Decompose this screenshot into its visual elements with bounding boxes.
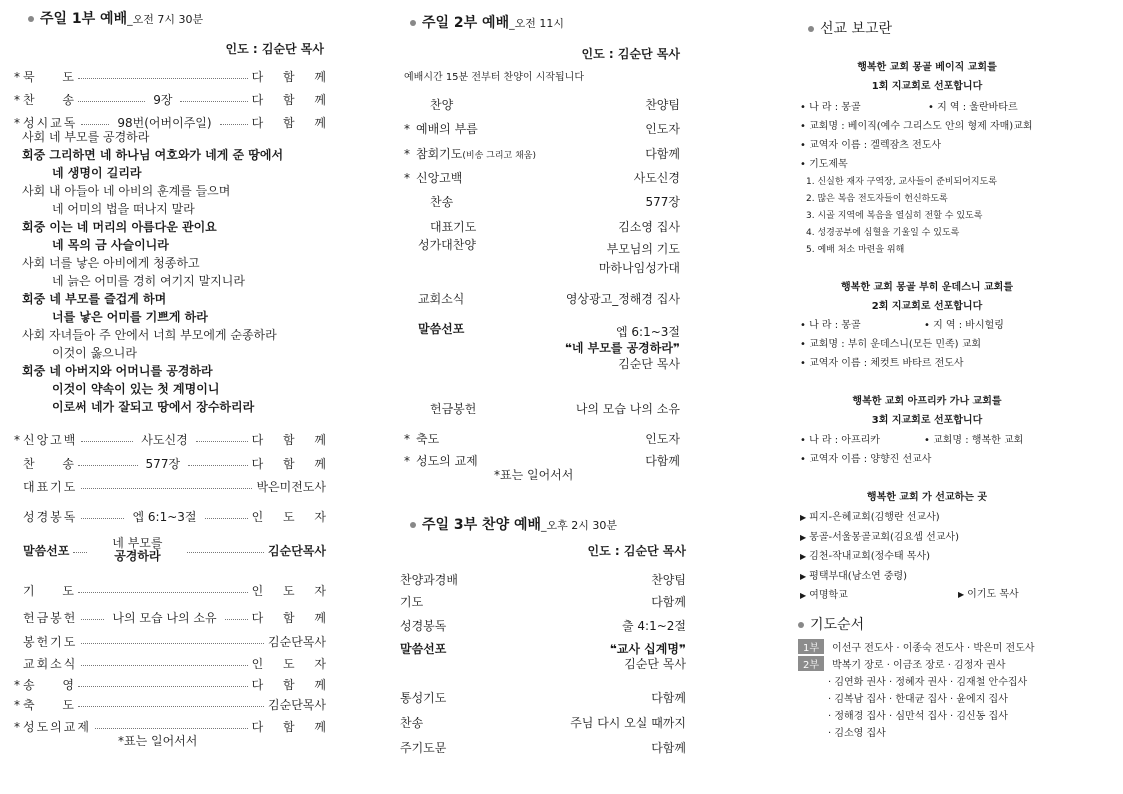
prayer-order-line: · 정해경 집사 · 심만석 집사 · 김신동 집사 (828, 711, 1008, 722)
mission-1-heading: 행복한 교회 몽골 베이직 교회를 (857, 62, 997, 73)
order-row (14, 478, 326, 495)
order-value: 인도자 (645, 432, 680, 446)
prayer-order-line: · 김연화 권사 · 정혜자 권사 · 김재철 안수집사 (828, 677, 1028, 688)
order-row (14, 582, 326, 599)
order-label: 신앙고백 (23, 433, 78, 447)
order-value: 다 함 께 (251, 433, 326, 447)
service-2-notice: 예배시간 15분 전부터 찬양이 시작됩니다 (404, 72, 584, 83)
triangle-right-icon: ▶ (800, 552, 807, 561)
order-value: 인도자 (645, 122, 680, 136)
order-label: 통성기도 (400, 691, 447, 705)
mission-column (798, 0, 1083, 794)
order-row (14, 508, 326, 525)
order-label: 찬양과경배 (400, 573, 458, 587)
mission-2-region: • 지 역 : 바시헐링 (924, 320, 1004, 331)
order-value: 나의 모습 나의 소유 (575, 402, 680, 416)
sermon-label: 말씀선포 (23, 543, 70, 558)
mission-1-prayer-item: 1. 신실한 재자 구역장, 교사들이 준비되어지도록 (806, 177, 997, 187)
star-marker: * (14, 697, 20, 712)
mission-1-prayer-item: 3. 시골 지역에 복음을 열심히 전할 수 있도록 (806, 211, 983, 221)
service-2-leader: 인도 : 김순단 목사 (581, 47, 680, 61)
mission-1-region: • 지 역 : 울란바타르 (928, 102, 1018, 113)
triangle-right-icon: ▶ (800, 532, 807, 542)
order-label: 봉헌기도 (23, 635, 78, 649)
order-label: * 예배의 부름 (404, 122, 478, 136)
order-label: 주기도문 (400, 741, 447, 755)
order-value: 다함께 (645, 454, 680, 468)
order-value: 다 함 께 (251, 720, 326, 734)
mission-1-prayer-item: 2. 많은 복음 전도자들이 헌신하도록 (806, 194, 948, 204)
star-marker: * (404, 432, 410, 446)
order-label: 송 영 (23, 678, 74, 692)
star-marker: * (14, 115, 20, 130)
order-label: 기 도 (23, 584, 74, 598)
responsive-reading-line: 네 목의 금 사슬이니라 (52, 238, 169, 252)
mission-3-country: • 나 라 : 아프리카 (800, 435, 880, 446)
support-heading: 행복한 교회 가 선교하는 곳 (866, 492, 988, 503)
order-value: 다 함 께 (251, 611, 326, 625)
responsive-reading-line: 회중 이는 네 머리의 아름다운 관이요 (22, 220, 217, 234)
order-value: 다 함 께 (251, 116, 326, 130)
order-detail: 나의 모습 나의 소유 (108, 609, 220, 626)
mission-3-church: • 교회명 : 행복한 교회 (924, 435, 1024, 446)
service-3-leader: 인도 : 김순단 목사 (587, 544, 686, 558)
responsive-reading-line: 사회 자녀들아 주 안에서 너희 부모에게 순종하라 (22, 328, 277, 342)
star-marker: * (14, 69, 20, 84)
order-value: 김순단목사 (268, 635, 326, 649)
order-row (14, 431, 326, 448)
order-value: 인 도 자 (251, 584, 326, 598)
order-label: 찬송 (430, 195, 454, 209)
order-value: 다함께 (651, 691, 686, 705)
mission-2-pastor: • 교역자 이름 : 체컷트 바타르 전도사 (800, 358, 964, 369)
order-label: 대표기도 (430, 220, 477, 234)
order-label: 헌금봉헌 (23, 611, 78, 625)
order-label: 찬 송 (23, 93, 74, 107)
service-3-title: 주일 3부 찬양 예배_오후 2시 30분 (410, 514, 617, 534)
order-label: 대표기도 (23, 480, 78, 494)
support-item: ▶ 여명학교 (800, 590, 848, 601)
prayer-order-2: 2부 박복기 장로 · 이금조 장로 · 김정자 권사 (798, 656, 1006, 671)
order-label: 찬양 (430, 98, 454, 112)
bullet-icon (410, 522, 416, 528)
sermon-title: ❝네 부모를 공경하라❞ (564, 341, 680, 355)
support-item: ▶ 몽골-서울몽골교회(김요셉 선교사) (800, 531, 959, 543)
service-2-title: 주일 2부 예배_오전 11시 (410, 12, 564, 32)
order-value: 인 도 자 (251, 657, 326, 671)
bullet-icon (410, 20, 416, 26)
order-label: * 축도 (404, 432, 440, 446)
mission-2-country: • 나 라 : 몽골 (800, 320, 861, 331)
mission-1-prayer-heading: • 기도제목 (800, 159, 848, 170)
order-label: 찬송 (400, 716, 424, 730)
order-row (14, 68, 326, 85)
responsive-reading-line: 회중 그리하면 네 하나님 여호와가 네게 준 땅에서 (22, 148, 284, 162)
order-label: 성시교독 (23, 116, 78, 130)
star-marker: * (14, 432, 20, 447)
mission-2-church: • 교회명 : 부히 운데스니(모든 민족) 교회 (800, 339, 982, 350)
responsive-reading-line: 사회 내 아들아 네 아비의 훈계를 들으며 (22, 184, 231, 198)
triangle-right-icon: ▶ (800, 591, 807, 600)
support-item: ▶ 피지-은혜교회(김행란 선교사) (800, 512, 940, 523)
responsive-reading-line: 이로써 네가 잘되고 땅에서 장수하리라 (52, 400, 255, 414)
order-value: 찬양팀 (645, 98, 680, 112)
responsive-reading-line: 네 생명이 길리라 (52, 166, 142, 180)
responsive-reading-line: 이것이 옳으니라 (52, 346, 137, 360)
order-detail: 98번(어버이주일) (113, 114, 215, 131)
star-marker: * (404, 171, 410, 185)
mission-3-subheading: 3회 지교회로 선포합니다 (871, 415, 983, 426)
bullet-icon (28, 16, 34, 22)
order-value: 다함께 (651, 741, 686, 755)
bullet-icon (798, 622, 804, 628)
service-1-leader: 인도 : 김순단 목사 (225, 42, 324, 56)
order-value: 인 도 자 (251, 510, 327, 524)
support-item: ▶ 평택부대(남소연 중령) (800, 570, 908, 582)
choir-song: 부모님의 기도 (606, 242, 680, 256)
service-2-footnote: *표는 일어서서 (494, 468, 574, 482)
mission-3-pastor: • 교역자 이름 : 양향진 선교사 (800, 454, 932, 465)
triangle-right-icon: ▶ (800, 571, 807, 581)
support-extra: ▶ 이기도 목사 (958, 589, 1019, 600)
responsive-reading-line: 이것이 약속이 있는 첫 계명이니 (52, 382, 220, 396)
choir-label: 성가대찬양 (418, 238, 476, 252)
order-label: * 참회기도(비송 그리고 채움) (404, 147, 536, 161)
sermon-ref: 엡 6:1~3절 (615, 325, 680, 339)
order-label: 찬 송 (23, 457, 74, 471)
service-1-column (14, 0, 326, 794)
support-item: ▶ 김천-작내교회(정수태 목사) (800, 551, 931, 562)
order-label: * 신앙고백 (404, 171, 463, 185)
order-label: 묵 도 (23, 70, 74, 84)
prayer-order-title: 기도순서 (798, 614, 864, 634)
badge-1: 1부 (798, 639, 824, 654)
service-1-footnote: *표는 일어서서 (118, 734, 198, 748)
sermon-title: 네 부모를 공경하라 (112, 536, 163, 563)
mission-1-prayer-item: 5. 예배 처소 마련을 위해 (806, 245, 905, 255)
order-label: 성경봉독 (23, 510, 78, 524)
choir-group: 마하나임성가대 (598, 261, 680, 275)
order-value: 사도신경 (633, 171, 680, 185)
order-detail: 엡 6:1~3절 (128, 508, 200, 525)
order-value: 주님 다시 오실 때까지 (570, 716, 686, 730)
order-label: 성도의교제 (23, 720, 91, 734)
order-label: 기도 (400, 595, 424, 609)
order-row (14, 455, 326, 472)
order-value: 다 함 께 (251, 93, 327, 107)
order-label: 헌금봉헌 (430, 402, 477, 416)
mission-1-subheading: 1회 지교회로 선포합니다 (871, 81, 983, 92)
triangle-right-icon: ▶ (958, 590, 965, 599)
responsive-reading-line: 네 늙은 어미를 경히 여기지 말지니라 (52, 274, 245, 288)
responsive-reading-line: 네 어미의 법을 떠나지 말라 (52, 202, 195, 216)
order-label: * 성도의 교제 (404, 454, 478, 468)
sermon-3-title: ❝교사 십계명❞ (609, 642, 686, 656)
prayer-order-line: · 김복남 집사 · 한대균 집사 · 윤에지 집사 (828, 694, 1008, 705)
bullet-icon (808, 26, 814, 32)
mission-report-title: 선교 보고란 (808, 18, 892, 38)
order-label: 성경봉독 (400, 619, 447, 633)
responsive-reading-line: 사회 네 부모를 공경하라 (22, 130, 150, 144)
order-detail: 9장 (149, 91, 176, 108)
order-value: 다 함 께 (251, 70, 326, 84)
order-row (14, 633, 326, 650)
responsive-reading-line: 너를 낳은 어미를 기쁘게 하라 (52, 310, 208, 324)
responsive-reading-line: 회중 네 부모를 즐겁게 하며 (22, 292, 167, 306)
triangle-right-icon: ▶ (800, 513, 807, 522)
mission-1-prayer-item: 4. 성경공부에 심혈을 기울일 수 있도록 (806, 228, 960, 238)
prayer-order-line: · 김소영 집사 (828, 728, 886, 739)
order-value: 577장 (645, 195, 680, 209)
mission-1-pastor: • 교역자 이름 : 겔렉잠츠 전도사 (800, 140, 942, 151)
sermon-3-preacher: 김순단 목사 (624, 657, 686, 671)
order-value: 김소영 집사 (618, 220, 680, 234)
order-value: 다 함 께 (251, 457, 326, 471)
star-marker: * (14, 677, 20, 692)
order-value: 출 4:1~2절 (621, 619, 686, 633)
sermon-3-label: 말씀선포 (400, 642, 447, 656)
star-marker: * (14, 719, 20, 734)
news-label: 교회소식 (418, 292, 465, 306)
star-marker: * (14, 92, 20, 107)
responsive-reading-line: 회중 네 아버지와 어머니를 공경하라 (22, 364, 213, 378)
order-row (14, 91, 326, 108)
prayer-order-1: 1부 이선구 전도사 · 이종숙 전도사 · 박은미 전도사 (798, 639, 1035, 654)
mission-2-heading: 행복한 교회 몽골 부히 운데스니 교회를 (841, 282, 1013, 293)
order-label: 축 도 (23, 698, 74, 712)
mission-1-church: • 교회명 : 베이직(예수 그리스도 안의 형제 자매)교회 (800, 121, 1033, 132)
order-label: 교회소식 (23, 657, 78, 671)
service-1-title: 주일 1부 예배_오전 7시 30분 (28, 8, 203, 28)
order-row (14, 609, 326, 626)
order-value: 다함께 (645, 147, 680, 161)
service-1-sermon-row (14, 538, 326, 562)
sermon-preacher: 김순단목사 (268, 543, 326, 558)
order-row (14, 655, 326, 672)
order-value: 김순단목사 (268, 698, 326, 712)
order-row (14, 676, 326, 693)
badge-2: 2부 (798, 656, 824, 671)
mission-3-heading: 행복한 교회 아프리카 가나 교회를 (852, 396, 1002, 407)
responsive-reading-line: 사회 너를 낳은 아비에게 청종하고 (22, 256, 200, 270)
sermon-preacher: 김순단 목사 (618, 357, 680, 371)
order-detail: 사도신경 (137, 431, 191, 448)
mission-2-subheading: 2회 지교회로 선포합니다 (871, 301, 983, 312)
service-2-column (400, 0, 688, 794)
order-value: 박은미전도사 (256, 480, 326, 494)
order-value: 다 함 께 (251, 678, 326, 692)
order-detail: 577장 (142, 455, 185, 472)
star-marker: * (404, 122, 410, 136)
star-marker: * (404, 454, 410, 468)
order-value: 찬양팀 (651, 573, 686, 587)
order-value: 다함께 (651, 595, 686, 609)
mission-1-country: • 나 라 : 몽골 (800, 102, 861, 113)
news-value: 영상광고_정해경 집사 (565, 292, 680, 306)
star-marker: * (404, 147, 410, 161)
order-row (14, 696, 326, 713)
sermon-label: 말씀선포 (418, 322, 465, 336)
